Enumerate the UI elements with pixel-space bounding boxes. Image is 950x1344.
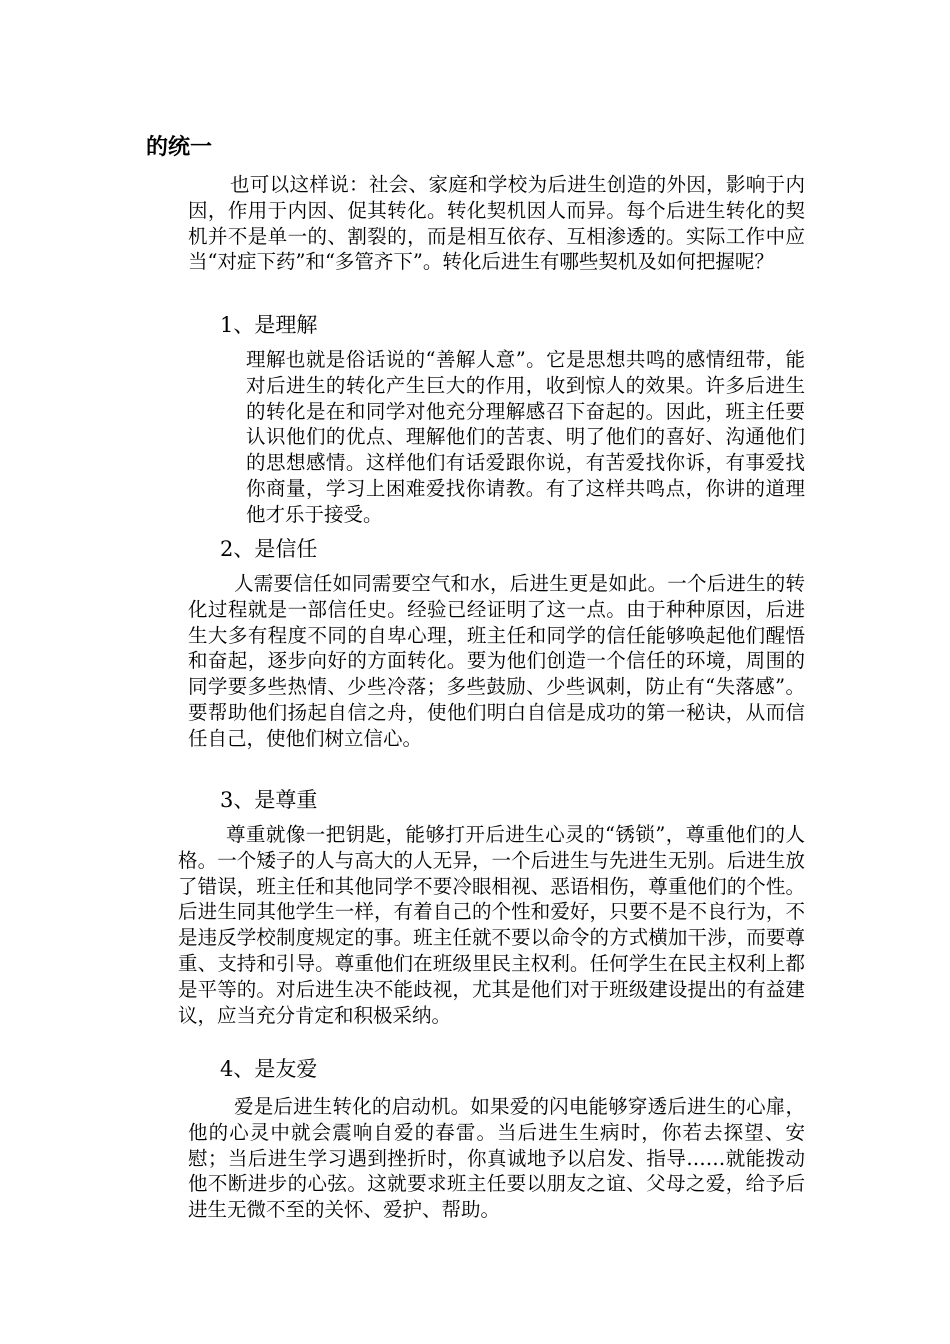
section-title-respect: 3、是尊重	[220, 788, 318, 812]
section-title-trust: 2、是信任	[220, 537, 318, 561]
section-body-respect: 尊重就像一把钥匙，能够打开后进生心灵的“锈锁”，尊重他们的人格。一个矮子的人与高大的人无异，一个后进生与先进生无别。后进生放了错误，班主任和其他同学不要冷眼相视、恶语相伤，尊重他们的个性。后进生同其他学生一样，有着自己的个性和爱好，只要不是不良行为，不是违反学校制度规定的事。班主任就不要以命令的方式横加干涉，而要尊重、支持和引导。尊重他们在班级里民主权利。任何学生在民主权利上都是平等的。对后进生决不能歧视，尤其是他们对于班级建设提出的有益建议，应当充分肯定和积极采纳。	[178, 823, 805, 1027]
section-title-understanding: 1、是理解	[220, 313, 318, 337]
intro-paragraph: 也可以这样说：社会、家庭和学校为后进生创造的外因，影响于内因，作用于内因、促其转化。转化契机因人而异。每个后进生转化的契机并不是单一的、割裂的，而是相互依存、互相渗透的。实际工作中应当“对症下药”和“多管齐下”。转化后进生有哪些契机及如何把握呢？	[188, 173, 805, 274]
section-body-love: 爱是后进生转化的启动机。如果爱的闪电能够穿透后进生的心扉，他的心灵中就会震响自爱的春雷。当后进生生病时，你若去探望、安慰；当后进生学习遇到挫折时，你真诚地予以启发、指导……就能拨动他不断进步的心弦。这就要求班主任要以朋友之谊、父母之爱，给予后进生无微不至的关怀、爱护、帮助。	[188, 1095, 805, 1222]
section-body-trust: 人需要信任如同需要空气和水，后进生更是如此。一个后进生的转化过程就是一部信任史。经验已经证明了这一点。由于种种原因，后进生大多有程度不同的自卑心理，班主任和同学的信任能够唤起他们醒悟和奋起，逐步向好的方面转化。要为他们创造一个信任的环境，周围的同学要多些热情、少些冷落；多些鼓励、少些讽刺，防止有“失落感”。要帮助他们扬起自信之舟，使他们明白自信是成功的第一秘诀，从而信任自己，使他们树立信心。	[188, 572, 805, 750]
section-body-understanding: 理解也就是俗话说的“善解人意”。它是思想共鸣的感情纽带，能对后进生的转化产生巨大的作用，收到惊人的效果。许多后进生的转化是在和同学对他充分理解感召下奋起的。因此，班主任要认识他们的优点、理解他们的苦衷、明了他们的喜好、沟通他们的思想感情。这样他们有话爱跟你说，有苦爱找你诉，有事爱找你商量，学习上困难爱找你请教。有了这样共鸣点，你讲的道理他才乐于接受。	[246, 348, 805, 526]
section-title-love: 4、是友爱	[220, 1057, 318, 1081]
heading-continuation: 的统一	[146, 135, 213, 160]
